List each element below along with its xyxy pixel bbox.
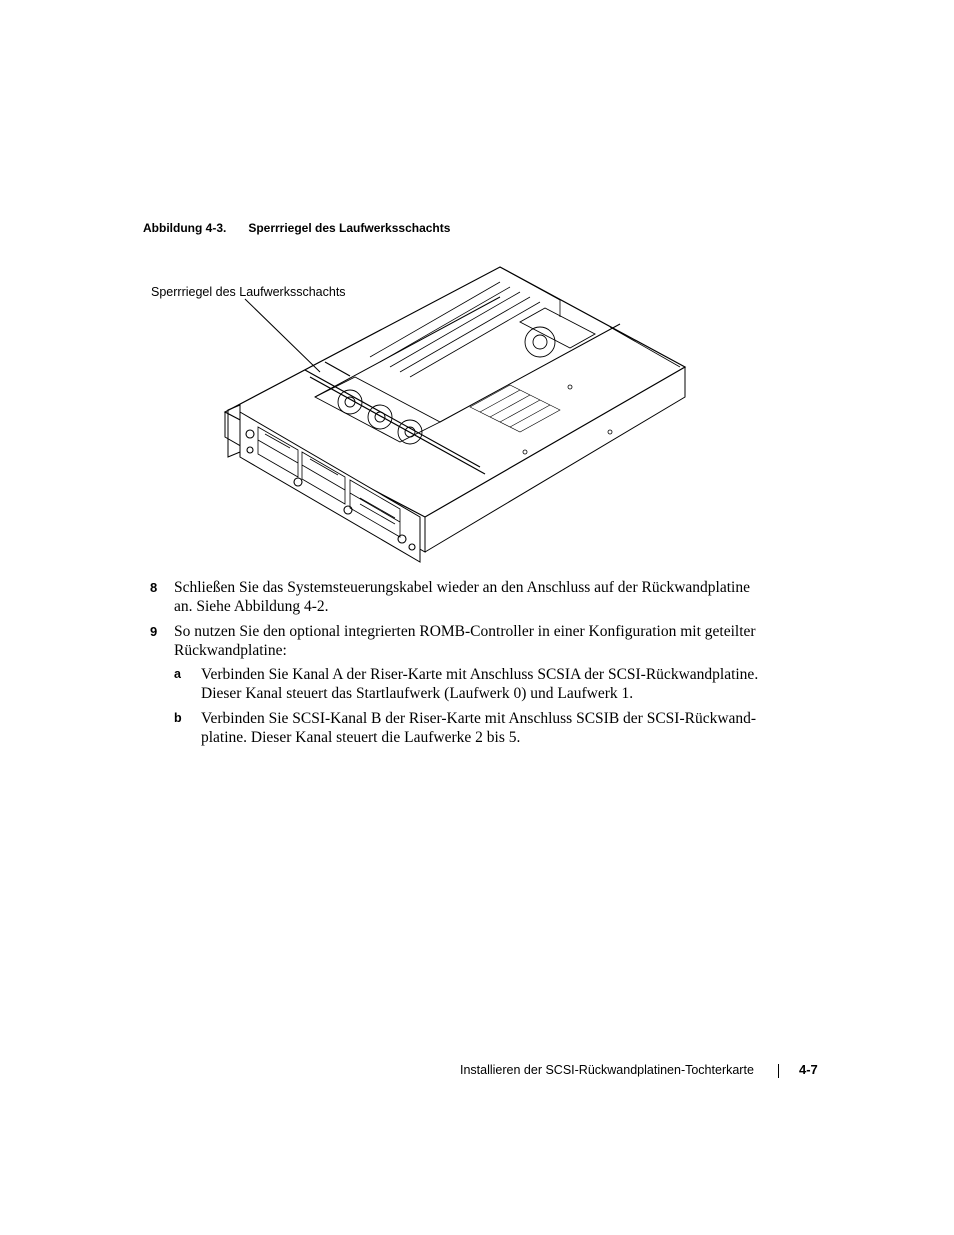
front-bezel xyxy=(228,405,240,457)
server-chassis-illustration xyxy=(140,262,700,567)
figure-title: Sperrriegel des Laufwerksschachts xyxy=(248,221,451,235)
substep-text: Verbinden Sie Kanal A der Riser-Karte mit Anschluss SCSIA der SCSI-Rückwandplatine. Dieser Kanal steuert das Startlaufwerk (Laufwerk 0) und Laufwerk 1. xyxy=(201,666,759,702)
step-number: 8 xyxy=(150,580,158,595)
page-number: 4-7 xyxy=(799,1062,818,1077)
riser-card xyxy=(370,282,540,377)
callout-leader-line xyxy=(245,299,320,372)
footer-divider xyxy=(778,1064,779,1078)
substep-b xyxy=(174,709,774,747)
step-text: So nutzen Sie den optional integrierten ROMB-Controller in einer Konfiguration mit geteilter Rückwandplatine: xyxy=(174,623,756,659)
chassis-right-side xyxy=(425,367,685,552)
step-number: 9 xyxy=(150,624,158,639)
substep-a xyxy=(174,665,774,703)
power-supply-fan xyxy=(520,308,595,357)
figure-caption xyxy=(143,221,450,235)
latch-callout-label: Sperrriegel des Laufwerksschachts xyxy=(151,285,346,299)
footer-section-title: Installieren der SCSI-Rückwandplatinen-Tochterkarte xyxy=(460,1063,754,1077)
heat-sink xyxy=(470,385,560,432)
substep-letter: b xyxy=(174,711,182,725)
step-9 xyxy=(150,622,770,660)
step-text: Schließen Sie das Systemsteuerungskabel wieder an den Anschluss auf der Rückwandplatine an. Siehe Abbildung 4-2. xyxy=(174,579,750,615)
screw-holes xyxy=(523,385,612,454)
substep-letter: a xyxy=(174,667,181,681)
step-8 xyxy=(150,578,770,616)
substep-text: Verbinden Sie SCSI-Kanal B der Riser-Karte mit Anschluss SCSIB der SCSI-Rückwand-platine. Dieser Kanal steuert die Laufwerke 2 bis 5. xyxy=(201,710,757,746)
drive-bay-latch xyxy=(305,362,485,474)
rear-panel xyxy=(500,267,680,367)
front-panel xyxy=(240,412,420,562)
figure-label: Abbildung 4-3. xyxy=(143,221,227,235)
